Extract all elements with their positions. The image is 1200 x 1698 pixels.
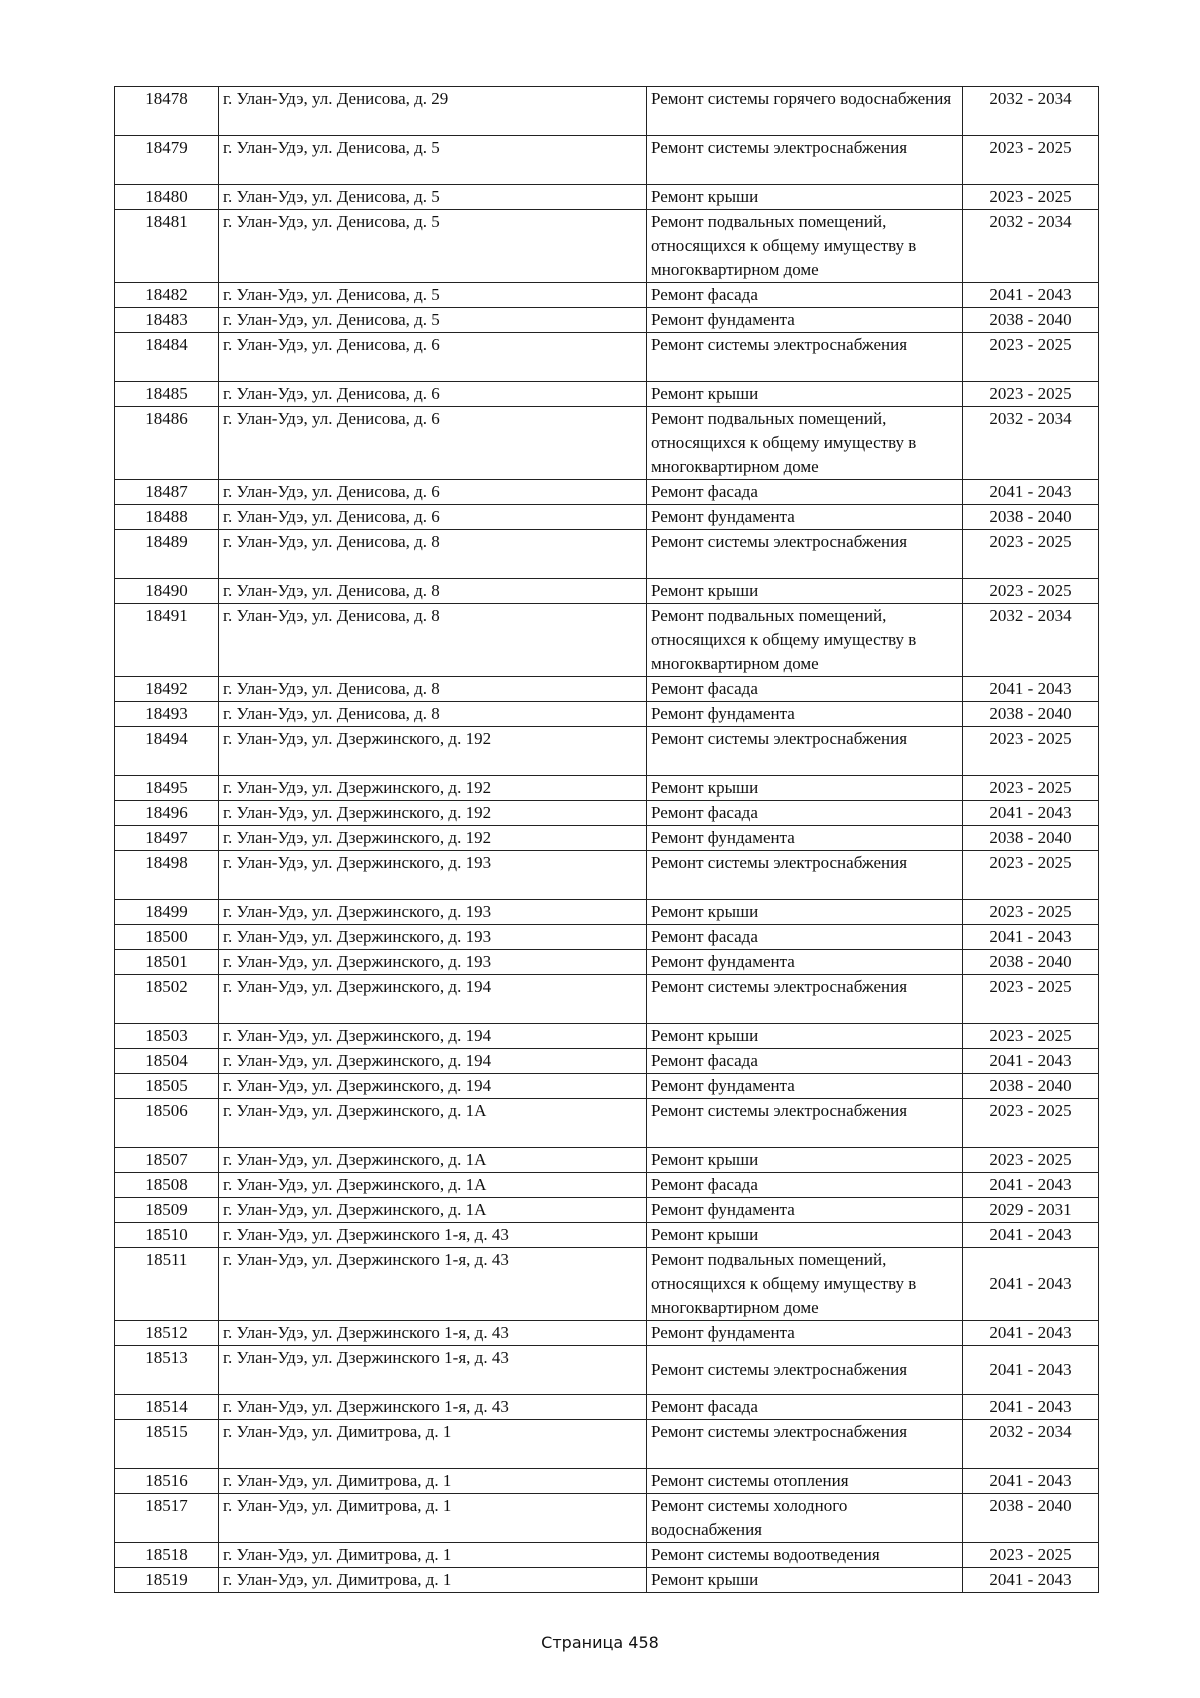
row-period: 2038 - 2040 — [963, 826, 1099, 851]
row-address: г. Улан-Удэ, ул. Дзержинского, д. 192 — [219, 727, 647, 776]
row-period: 2023 - 2025 — [963, 975, 1099, 1024]
row-period: 2041 - 2043 — [963, 1395, 1099, 1420]
row-work-type: Ремонт крыши — [647, 1223, 963, 1248]
row-period: 2038 - 2040 — [963, 505, 1099, 530]
row-work-type: Ремонт системы отопления — [647, 1469, 963, 1494]
row-work-type: Ремонт подвальных помещений, относящихся к общему имуществу в многоквартирном доме — [647, 210, 963, 283]
row-address: г. Улан-Удэ, ул. Денисова, д. 6 — [219, 480, 647, 505]
row-work-type: Ремонт фасада — [647, 677, 963, 702]
row-period: 2029 - 2031 — [963, 1198, 1099, 1223]
table-row — [115, 702, 1099, 727]
row-number: 18518 — [115, 1543, 219, 1568]
row-work-type: Ремонт системы горячего водоснабжения — [647, 87, 963, 136]
row-period: 2023 - 2025 — [963, 333, 1099, 382]
table-row — [115, 1248, 1099, 1321]
row-address: г. Улан-Удэ, ул. Дзержинского, д. 192 — [219, 776, 647, 801]
table-row — [115, 1494, 1099, 1543]
row-address: г. Улан-Удэ, ул. Димитрова, д. 1 — [219, 1568, 647, 1593]
table-row — [115, 210, 1099, 283]
row-period: 2041 - 2043 — [963, 801, 1099, 826]
table-row — [115, 579, 1099, 604]
row-number: 18479 — [115, 136, 219, 185]
row-number: 18497 — [115, 826, 219, 851]
row-work-type: Ремонт фундамента — [647, 826, 963, 851]
row-number: 18505 — [115, 1074, 219, 1099]
table-row — [115, 1469, 1099, 1494]
row-address: г. Улан-Удэ, ул. Денисова, д. 8 — [219, 702, 647, 727]
row-number: 18483 — [115, 308, 219, 333]
table-row — [115, 283, 1099, 308]
row-period: 2032 - 2034 — [963, 604, 1099, 677]
row-address: г. Улан-Удэ, ул. Дзержинского, д. 193 — [219, 900, 647, 925]
table-row — [115, 333, 1099, 382]
row-work-type: Ремонт фасада — [647, 1173, 963, 1198]
row-number: 18489 — [115, 530, 219, 579]
row-period: 2041 - 2043 — [963, 1469, 1099, 1494]
table-row — [115, 87, 1099, 136]
table-row — [115, 1346, 1099, 1395]
row-period: 2041 - 2043 — [963, 1223, 1099, 1248]
row-number: 18486 — [115, 407, 219, 480]
row-address: г. Улан-Удэ, ул. Дзержинского, д. 192 — [219, 826, 647, 851]
row-work-type: Ремонт системы электроснабжения — [647, 1099, 963, 1148]
row-number: 18492 — [115, 677, 219, 702]
table-row — [115, 1568, 1099, 1593]
row-period: 2032 - 2034 — [963, 1420, 1099, 1469]
row-period: 2023 - 2025 — [963, 1543, 1099, 1568]
row-address: г. Улан-Удэ, ул. Денисова, д. 8 — [219, 530, 647, 579]
row-number: 18495 — [115, 776, 219, 801]
row-period: 2041 - 2043 — [963, 925, 1099, 950]
row-work-type: Ремонт системы электроснабжения — [647, 851, 963, 900]
row-period: 2032 - 2034 — [963, 87, 1099, 136]
table-row — [115, 776, 1099, 801]
row-address: г. Улан-Удэ, ул. Дзержинского, д. 192 — [219, 801, 647, 826]
row-work-type: Ремонт системы электроснабжения — [647, 1346, 963, 1395]
row-address: г. Улан-Удэ, ул. Денисова, д. 8 — [219, 677, 647, 702]
row-work-type: Ремонт крыши — [647, 185, 963, 210]
row-period: 2032 - 2034 — [963, 407, 1099, 480]
row-period: 2038 - 2040 — [963, 950, 1099, 975]
row-number: 18501 — [115, 950, 219, 975]
row-period: 2041 - 2043 — [963, 1568, 1099, 1593]
row-address: г. Улан-Удэ, ул. Дзержинского 1-я, д. 43 — [219, 1223, 647, 1248]
row-period: 2023 - 2025 — [963, 1148, 1099, 1173]
row-number: 18478 — [115, 87, 219, 136]
table-row — [115, 185, 1099, 210]
row-work-type: Ремонт системы электроснабжения — [647, 727, 963, 776]
row-period: 2041 - 2043 — [963, 677, 1099, 702]
row-address: г. Улан-Удэ, ул. Денисова, д. 6 — [219, 382, 647, 407]
row-number: 18487 — [115, 480, 219, 505]
row-address: г. Улан-Удэ, ул. Денисова, д. 29 — [219, 87, 647, 136]
row-address: г. Улан-Удэ, ул. Дзержинского, д. 1А — [219, 1198, 647, 1223]
row-number: 18496 — [115, 801, 219, 826]
row-number: 18514 — [115, 1395, 219, 1420]
row-work-type: Ремонт крыши — [647, 900, 963, 925]
table-row — [115, 900, 1099, 925]
row-period: 2038 - 2040 — [963, 308, 1099, 333]
row-address: г. Улан-Удэ, ул. Дзержинского, д. 1А — [219, 1173, 647, 1198]
table-row — [115, 1049, 1099, 1074]
row-address: г. Улан-Удэ, ул. Димитрова, д. 1 — [219, 1469, 647, 1494]
row-address: г. Улан-Удэ, ул. Денисова, д. 5 — [219, 308, 647, 333]
row-period: 2023 - 2025 — [963, 900, 1099, 925]
row-address: г. Улан-Удэ, ул. Денисова, д. 6 — [219, 407, 647, 480]
table-row — [115, 727, 1099, 776]
row-address: г. Улан-Удэ, ул. Дзержинского, д. 194 — [219, 1049, 647, 1074]
row-period: 2023 - 2025 — [963, 382, 1099, 407]
table-row — [115, 950, 1099, 975]
row-work-type: Ремонт фундамента — [647, 1074, 963, 1099]
row-address: г. Улан-Удэ, ул. Димитрова, д. 1 — [219, 1543, 647, 1568]
row-number: 18490 — [115, 579, 219, 604]
row-period: 2041 - 2043 — [963, 1173, 1099, 1198]
row-number: 18517 — [115, 1494, 219, 1543]
table-row — [115, 1099, 1099, 1148]
row-work-type: Ремонт системы холодного водоснабжения — [647, 1494, 963, 1543]
row-work-type: Ремонт системы электроснабжения — [647, 975, 963, 1024]
row-address: г. Улан-Удэ, ул. Дзержинского, д. 194 — [219, 975, 647, 1024]
row-number: 18499 — [115, 900, 219, 925]
row-period: 2041 - 2043 — [963, 1248, 1099, 1321]
table-row — [115, 975, 1099, 1024]
row-number: 18503 — [115, 1024, 219, 1049]
row-number: 18519 — [115, 1568, 219, 1593]
row-number: 18515 — [115, 1420, 219, 1469]
table-row — [115, 308, 1099, 333]
row-period: 2038 - 2040 — [963, 1074, 1099, 1099]
row-work-type: Ремонт фасада — [647, 283, 963, 308]
row-work-type: Ремонт системы электроснабжения — [647, 1420, 963, 1469]
table-row — [115, 1321, 1099, 1346]
row-address: г. Улан-Удэ, ул. Дзержинского, д. 1А — [219, 1148, 647, 1173]
table-row — [115, 530, 1099, 579]
row-address: г. Улан-Удэ, ул. Денисова, д. 5 — [219, 185, 647, 210]
row-period: 2041 - 2043 — [963, 1321, 1099, 1346]
row-address: г. Улан-Удэ, ул. Дзержинского, д. 193 — [219, 851, 647, 900]
table-row — [115, 1148, 1099, 1173]
row-work-type: Ремонт системы электроснабжения — [647, 530, 963, 579]
row-work-type: Ремонт фундамента — [647, 505, 963, 530]
page-number: Страница 458 — [541, 1633, 659, 1652]
row-work-type: Ремонт подвальных помещений, относящихся к общему имуществу в многоквартирном доме — [647, 604, 963, 677]
row-period: 2023 - 2025 — [963, 1024, 1099, 1049]
row-number: 18494 — [115, 727, 219, 776]
row-number: 18491 — [115, 604, 219, 677]
row-work-type: Ремонт подвальных помещений, относящихся к общему имуществу в многоквартирном доме — [647, 1248, 963, 1321]
row-number: 18508 — [115, 1173, 219, 1198]
row-period: 2023 - 2025 — [963, 727, 1099, 776]
table-row — [115, 801, 1099, 826]
row-number: 18513 — [115, 1346, 219, 1395]
row-number: 18502 — [115, 975, 219, 1024]
row-number: 18510 — [115, 1223, 219, 1248]
row-period: 2023 - 2025 — [963, 851, 1099, 900]
row-work-type: Ремонт фундамента — [647, 950, 963, 975]
row-work-type: Ремонт крыши — [647, 776, 963, 801]
row-period: 2023 - 2025 — [963, 776, 1099, 801]
table-row — [115, 1074, 1099, 1099]
row-work-type: Ремонт фасада — [647, 801, 963, 826]
row-work-type: Ремонт фундамента — [647, 702, 963, 727]
row-work-type: Ремонт системы электроснабжения — [647, 333, 963, 382]
row-address: г. Улан-Удэ, ул. Дзержинского 1-я, д. 43 — [219, 1321, 647, 1346]
row-address: г. Улан-Удэ, ул. Денисова, д. 6 — [219, 505, 647, 530]
row-work-type: Ремонт системы водоотведения — [647, 1543, 963, 1568]
row-number: 18481 — [115, 210, 219, 283]
row-address: г. Улан-Удэ, ул. Дзержинского 1-я, д. 43 — [219, 1346, 647, 1395]
table-row — [115, 1024, 1099, 1049]
row-address: г. Улан-Удэ, ул. Дзержинского 1-я, д. 43 — [219, 1248, 647, 1321]
row-period: 2038 - 2040 — [963, 702, 1099, 727]
row-period: 2023 - 2025 — [963, 1099, 1099, 1148]
row-address: г. Улан-Удэ, ул. Димитрова, д. 1 — [219, 1420, 647, 1469]
row-number: 18500 — [115, 925, 219, 950]
row-work-type: Ремонт подвальных помещений, относящихся к общему имуществу в многоквартирном доме — [647, 407, 963, 480]
row-number: 18506 — [115, 1099, 219, 1148]
table-row — [115, 1223, 1099, 1248]
table-row — [115, 677, 1099, 702]
row-number: 18512 — [115, 1321, 219, 1346]
table-row — [115, 851, 1099, 900]
row-work-type: Ремонт фундамента — [647, 1321, 963, 1346]
row-period: 2023 - 2025 — [963, 530, 1099, 579]
row-number: 18511 — [115, 1248, 219, 1321]
row-number: 18493 — [115, 702, 219, 727]
row-number: 18504 — [115, 1049, 219, 1074]
row-number: 18480 — [115, 185, 219, 210]
row-work-type: Ремонт фундамента — [647, 308, 963, 333]
row-address: г. Улан-Удэ, ул. Дзержинского, д. 193 — [219, 950, 647, 975]
row-work-type: Ремонт крыши — [647, 1148, 963, 1173]
table-row — [115, 136, 1099, 185]
row-work-type: Ремонт системы электроснабжения — [647, 136, 963, 185]
row-address: г. Улан-Удэ, ул. Денисова, д. 5 — [219, 210, 647, 283]
table-row — [115, 1198, 1099, 1223]
row-number: 18509 — [115, 1198, 219, 1223]
row-address: г. Улан-Удэ, ул. Дзержинского, д. 1А — [219, 1099, 647, 1148]
table-row — [115, 1395, 1099, 1420]
row-number: 18488 — [115, 505, 219, 530]
row-period: 2023 - 2025 — [963, 579, 1099, 604]
row-address: г. Улан-Удэ, ул. Денисова, д. 8 — [219, 579, 647, 604]
table-row — [115, 382, 1099, 407]
table-row — [115, 925, 1099, 950]
row-address: г. Улан-Удэ, ул. Дзержинского 1-я, д. 43 — [219, 1395, 647, 1420]
table-row — [115, 1420, 1099, 1469]
row-period: 2041 - 2043 — [963, 1049, 1099, 1074]
row-work-type: Ремонт крыши — [647, 1024, 963, 1049]
row-address: г. Улан-Удэ, ул. Денисова, д. 6 — [219, 333, 647, 382]
table-row — [115, 407, 1099, 480]
row-work-type: Ремонт крыши — [647, 382, 963, 407]
row-number: 18484 — [115, 333, 219, 382]
row-address: г. Улан-Удэ, ул. Денисова, д. 8 — [219, 604, 647, 677]
table-row — [115, 505, 1099, 530]
repair-schedule-table — [114, 86, 1099, 1593]
row-address: г. Улан-Удэ, ул. Димитрова, д. 1 — [219, 1494, 647, 1543]
row-number: 18507 — [115, 1148, 219, 1173]
row-address: г. Улан-Удэ, ул. Дзержинского, д. 194 — [219, 1074, 647, 1099]
row-work-type: Ремонт фасада — [647, 925, 963, 950]
row-work-type: Ремонт фасада — [647, 1049, 963, 1074]
row-work-type: Ремонт крыши — [647, 579, 963, 604]
row-period: 2032 - 2034 — [963, 210, 1099, 283]
row-work-type: Ремонт фасада — [647, 480, 963, 505]
row-number: 18485 — [115, 382, 219, 407]
row-work-type: Ремонт крыши — [647, 1568, 963, 1593]
row-address: г. Улан-Удэ, ул. Денисова, д. 5 — [219, 283, 647, 308]
row-work-type: Ремонт фундамента — [647, 1198, 963, 1223]
row-address: г. Улан-Удэ, ул. Дзержинского, д. 193 — [219, 925, 647, 950]
table-row — [115, 604, 1099, 677]
table-row — [115, 480, 1099, 505]
row-address: г. Улан-Удэ, ул. Дзержинского, д. 194 — [219, 1024, 647, 1049]
table-row — [115, 826, 1099, 851]
row-period: 2023 - 2025 — [963, 136, 1099, 185]
row-period: 2041 - 2043 — [963, 283, 1099, 308]
table-row — [115, 1173, 1099, 1198]
row-number: 18516 — [115, 1469, 219, 1494]
row-period: 2041 - 2043 — [963, 480, 1099, 505]
row-work-type: Ремонт фасада — [647, 1395, 963, 1420]
row-number: 18482 — [115, 283, 219, 308]
table-row — [115, 1543, 1099, 1568]
row-number: 18498 — [115, 851, 219, 900]
row-address: г. Улан-Удэ, ул. Денисова, д. 5 — [219, 136, 647, 185]
row-period: 2038 - 2040 — [963, 1494, 1099, 1543]
row-period: 2041 - 2043 — [963, 1346, 1099, 1395]
row-period: 2023 - 2025 — [963, 185, 1099, 210]
